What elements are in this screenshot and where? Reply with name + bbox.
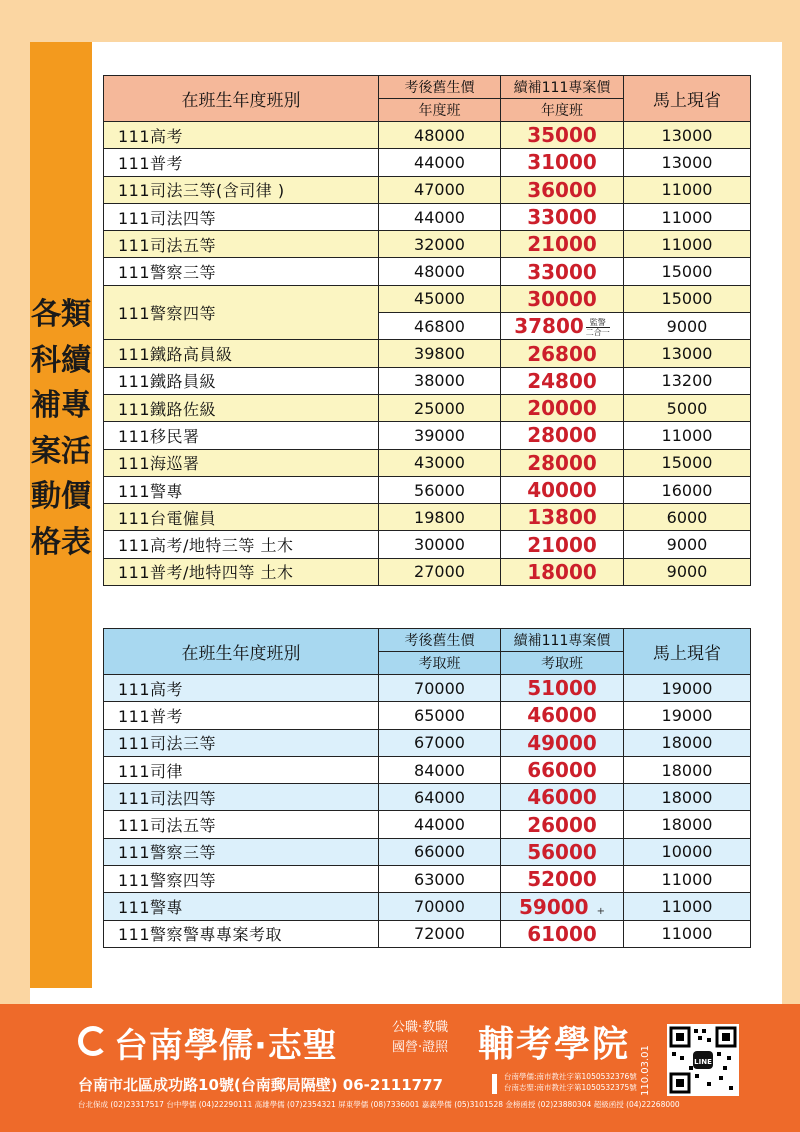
old-price-cell: 25000 <box>379 394 501 421</box>
old-price-cell: 70000 <box>379 893 501 920</box>
row-class-name: 111警察四等 <box>104 285 379 340</box>
special-price-value: 28000 <box>527 423 597 448</box>
savings-cell: 19000 <box>624 702 751 729</box>
poster-title: 各類科續補專案活動價格表 <box>31 297 91 560</box>
old-price-cell: 65000 <box>379 702 501 729</box>
special-price-cell <box>501 258 624 285</box>
special-price-value: 51000 <box>527 676 597 701</box>
old-price-cell: 38000 <box>379 367 501 394</box>
special-price-value: 30000 <box>527 286 597 311</box>
brand-tag-2: 國營·證照 <box>392 1040 449 1055</box>
table-row <box>104 702 751 729</box>
savings-header: 馬上現省 <box>624 629 751 675</box>
special-price-cell <box>501 367 624 394</box>
old-price-cell: 72000 <box>379 920 501 947</box>
special-price-cell <box>501 729 624 756</box>
row-class-name: 111警察三等 <box>104 258 379 285</box>
special-price-cell <box>501 893 624 920</box>
savings-cell: 9000 <box>624 531 751 558</box>
divider <box>492 1074 497 1094</box>
special-price-value: 61000 <box>527 921 597 946</box>
special-price-cell <box>501 702 624 729</box>
savings-cell: 11000 <box>624 866 751 893</box>
footer <box>0 1004 800 1132</box>
old-price-cell: 84000 <box>379 756 501 783</box>
row-class-name: 111司法四等 <box>104 784 379 811</box>
row-class-name: 111普考/地特四等 土木 <box>104 558 379 585</box>
row-class-name: 111海巡署 <box>104 449 379 476</box>
row-class-name: 111高考/地特三等 土木 <box>104 531 379 558</box>
table-row <box>104 258 751 285</box>
special-price-value: 21000 <box>527 232 597 257</box>
savings-cell: 11000 <box>624 176 751 203</box>
special-price-cell <box>501 313 624 340</box>
savings-cell: 13000 <box>624 340 751 367</box>
table-row <box>104 866 751 893</box>
special-price-value: 21000 <box>527 532 597 557</box>
table-row <box>104 231 751 258</box>
brand-slogan: 輔考學院 <box>478 1024 631 1065</box>
table-row <box>104 476 751 503</box>
special-price-cell <box>501 122 624 149</box>
special-price-cell <box>501 920 624 947</box>
old-price-cell: 44000 <box>379 149 501 176</box>
old-price-cell: 44000 <box>379 203 501 230</box>
table-row <box>104 422 751 449</box>
table-row <box>104 203 751 230</box>
row-class-name: 111普考 <box>104 702 379 729</box>
savings-cell: 13000 <box>624 149 751 176</box>
special-price-value: 33000 <box>527 205 597 230</box>
special-price-cell <box>501 285 624 312</box>
special-price-header: 續補111專案價 <box>501 629 624 652</box>
row-class-name: 111司法五等 <box>104 811 379 838</box>
savings-cell: 9000 <box>624 558 751 585</box>
savings-cell: 19000 <box>624 675 751 702</box>
savings-cell: 16000 <box>624 476 751 503</box>
old-price-cell: 64000 <box>379 784 501 811</box>
special-price-cell <box>501 449 624 476</box>
row-class-name: 111司法三等 <box>104 729 379 756</box>
special-price-cell <box>501 422 624 449</box>
row-class-name: 111台電僱員 <box>104 504 379 531</box>
special-price-subheader: 考取班 <box>501 652 624 675</box>
table-row <box>104 558 751 585</box>
license-line-1: 台南學儒:南市教社字第1050532376號 <box>504 1072 637 1081</box>
row-class-name: 111警察警專專案考取 <box>104 920 379 947</box>
row-class-name: 111警專 <box>104 893 379 920</box>
special-price-value: 33000 <box>527 259 597 284</box>
special-price-value: 59000 <box>519 894 589 919</box>
special-price-value: 46000 <box>527 703 597 728</box>
row-class-name: 111警察四等 <box>104 866 379 893</box>
old-price-header: 考後舊生價 <box>379 76 501 99</box>
qr-code-icon <box>667 1024 739 1096</box>
savings-cell: 6000 <box>624 504 751 531</box>
sidebar <box>30 42 92 988</box>
table-row <box>104 504 751 531</box>
old-price-cell: 47000 <box>379 176 501 203</box>
brand-tag-1: 公職·教職 <box>392 1020 449 1035</box>
old-price-cell: 39800 <box>379 340 501 367</box>
savings-cell: 11000 <box>624 231 751 258</box>
table-header-row <box>104 629 751 652</box>
savings-header: 馬上現省 <box>624 76 751 122</box>
special-price-value: 24800 <box>527 368 597 393</box>
old-price-cell: 67000 <box>379 729 501 756</box>
table-row <box>104 811 751 838</box>
special-price-value: 26800 <box>527 341 597 366</box>
note-line-1: 監警 <box>589 318 606 328</box>
old-price-cell: 19800 <box>379 504 501 531</box>
issue-date: 110.03.01 <box>640 1045 651 1096</box>
table-row <box>104 531 751 558</box>
special-price-value: 66000 <box>527 758 597 783</box>
table-row <box>104 756 751 783</box>
old-price-cell: 39000 <box>379 422 501 449</box>
special-price-cell <box>501 866 624 893</box>
table-row <box>104 449 751 476</box>
branch-list: 台北保成 (02)23317517 台中學儒 (04)22290111 高雄學儒 (07)2354321 屏東學儒 (08)7336001 嘉義學儒 (05)3101528 金榜函授 (02)23880304 超級函授 (04)22268000 <box>78 1100 680 1109</box>
savings-cell: 15000 <box>624 285 751 312</box>
special-price-value: 13800 <box>527 505 597 530</box>
row-class-name: 111鐵路員級 <box>104 367 379 394</box>
old-price-cell: 63000 <box>379 866 501 893</box>
savings-cell: 11000 <box>624 893 751 920</box>
row-class-name: 111司法三等(含司律 ) <box>104 176 379 203</box>
row-class-name: 111司法四等 <box>104 203 379 230</box>
special-price-cell <box>501 394 624 421</box>
special-price-cell <box>501 149 624 176</box>
special-price-header: 續補111專案價 <box>501 76 624 99</box>
savings-cell: 11000 <box>624 920 751 947</box>
row-class-name: 111司法五等 <box>104 231 379 258</box>
special-price-cell <box>501 756 624 783</box>
special-price-value: 20000 <box>527 396 597 421</box>
special-price-cell <box>501 203 624 230</box>
table-row <box>104 920 751 947</box>
special-price-value: 28000 <box>527 450 597 475</box>
savings-cell: 18000 <box>624 784 751 811</box>
old-price-cell: 43000 <box>379 449 501 476</box>
table-row <box>104 340 751 367</box>
old-price-cell: 48000 <box>379 122 501 149</box>
table-row <box>104 394 751 421</box>
special-price-cell <box>501 838 624 865</box>
special-price-value: 26000 <box>527 812 597 837</box>
old-price-cell: 27000 <box>379 558 501 585</box>
special-price-cell <box>501 504 624 531</box>
savings-cell: 13200 <box>624 367 751 394</box>
row-class-name: 111鐵路高員級 <box>104 340 379 367</box>
special-price-value: 52000 <box>527 867 597 892</box>
savings-cell: 18000 <box>624 811 751 838</box>
class-column-header: 在班生年度班別 <box>104 629 379 675</box>
table-row <box>104 285 751 312</box>
old-price-cell: 46800 <box>379 313 501 340</box>
table-row <box>104 149 751 176</box>
row-class-name: 111移民署 <box>104 422 379 449</box>
license-info <box>504 1071 637 1093</box>
special-price-subheader: 年度班 <box>501 99 624 122</box>
brand-name: 台南學儒·志聖 <box>114 1026 338 1066</box>
brand-tags <box>392 1018 448 1058</box>
savings-cell: 15000 <box>624 449 751 476</box>
old-price-cell: 44000 <box>379 811 501 838</box>
special-price-cell <box>501 531 624 558</box>
special-price-value: 18000 <box>527 559 597 584</box>
special-price-value: 46000 <box>527 785 597 810</box>
savings-cell: 10000 <box>624 838 751 865</box>
old-price-header: 考後舊生價 <box>379 629 501 652</box>
special-price-cell <box>501 675 624 702</box>
row-class-name: 111高考 <box>104 675 379 702</box>
old-price-cell: 32000 <box>379 231 501 258</box>
savings-cell: 18000 <box>624 756 751 783</box>
row-class-name: 111高考 <box>104 122 379 149</box>
table-row <box>104 122 751 149</box>
special-price-cell <box>501 784 624 811</box>
special-price-value: 37800 <box>514 314 584 339</box>
row-class-name: 111鐵路佐級 <box>104 394 379 421</box>
table-row <box>104 784 751 811</box>
special-price-value: 36000 <box>527 177 597 202</box>
annual-class-price-table <box>103 75 751 586</box>
special-price-value: 40000 <box>527 478 597 502</box>
old-price-cell: 45000 <box>379 285 501 312</box>
special-price-value: 49000 <box>527 730 597 755</box>
license-line-2: 台南志聖:南市教社字第1050532375號 <box>504 1083 637 1092</box>
table-header-row <box>104 76 751 99</box>
row-class-name: 111警專 <box>104 476 379 503</box>
line-qr-code[interactable] <box>667 1024 739 1096</box>
savings-cell: 15000 <box>624 258 751 285</box>
table-row <box>104 838 751 865</box>
table-row <box>104 729 751 756</box>
savings-cell: 18000 <box>624 729 751 756</box>
row-class-name: 111普考 <box>104 149 379 176</box>
table-row <box>104 176 751 203</box>
special-price-note <box>586 318 610 337</box>
old-price-cell: 48000 <box>379 258 501 285</box>
old-price-cell: 56000 <box>379 476 501 503</box>
row-class-name: 111司律 <box>104 756 379 783</box>
brand-logo-icon <box>78 1026 108 1056</box>
old-price-subheader: 考取班 <box>379 652 501 675</box>
special-price-cell <box>501 340 624 367</box>
old-price-cell: 70000 <box>379 675 501 702</box>
class-column-header: 在班生年度班別 <box>104 76 379 122</box>
special-price-value: 35000 <box>527 123 597 148</box>
qr-line-label: LINE <box>694 1058 712 1066</box>
special-price-cell <box>501 176 624 203</box>
table-row <box>104 675 751 702</box>
special-price-cell <box>501 231 624 258</box>
special-price-mark: + <box>596 905 605 917</box>
special-price-cell <box>501 811 624 838</box>
savings-cell: 9000 <box>624 313 751 340</box>
old-price-cell: 30000 <box>379 531 501 558</box>
special-price-cell <box>501 476 624 503</box>
special-price-cell <box>501 558 624 585</box>
special-price-value: 31000 <box>527 150 597 175</box>
row-class-name: 111警察三等 <box>104 838 379 865</box>
savings-cell: 5000 <box>624 394 751 421</box>
note-line-2: 二合一 <box>585 328 610 338</box>
old-price-subheader: 年度班 <box>379 99 501 122</box>
pass-class-price-table <box>103 628 751 948</box>
savings-cell: 11000 <box>624 203 751 230</box>
savings-cell: 13000 <box>624 122 751 149</box>
table-row <box>104 367 751 394</box>
special-price-value: 56000 <box>527 839 597 864</box>
savings-cell: 11000 <box>624 422 751 449</box>
old-price-cell: 66000 <box>379 838 501 865</box>
table-row <box>104 893 751 920</box>
address-phone: 台南市北區成功路10號(台南郵局隔壁) 06-2111777 <box>78 1076 443 1094</box>
